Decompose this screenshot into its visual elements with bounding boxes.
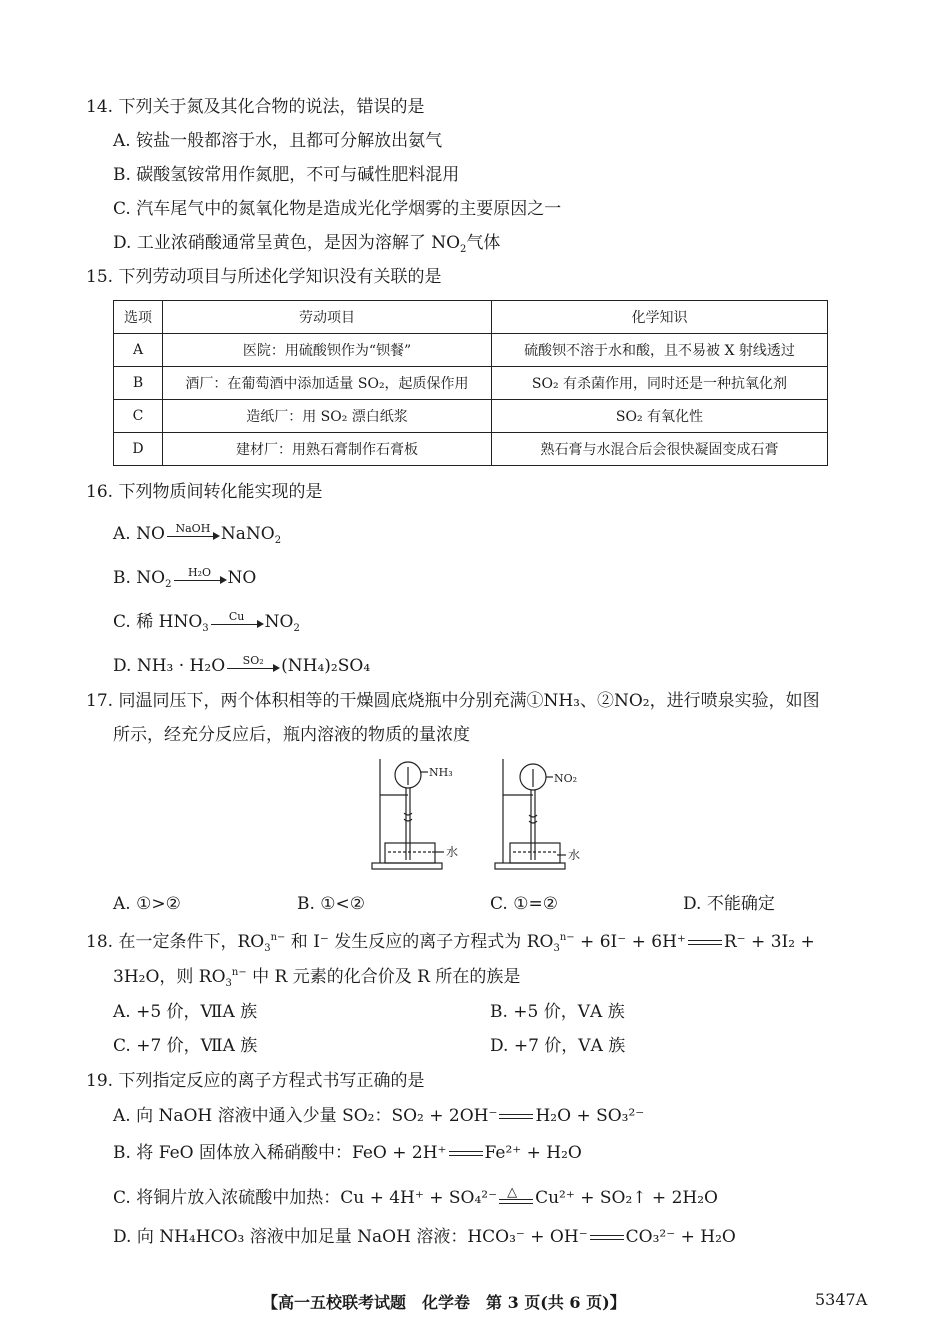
q18-option-a[interactable]: A. +5 价，ⅦA 族 [113,1002,258,1022]
q14-option-a[interactable]: A. 铵盐一般都溶于水，且都可分解放出氨气 [113,131,443,151]
paper-code: 5347A [815,1290,868,1309]
water-label-2: 水 [568,848,581,862]
q17-stem-line1: 17. 同温同压下，两个体积相等的干燥圆底烧瓶中分别充满①NH₃、②NO₂，进行喷泉实验，如图 [86,691,820,711]
q14-option-b[interactable]: B. 碳酸氢铵常用作氮肥，不可与碱性肥料混用 [113,165,460,185]
reaction-arrow-icon: NaOH [165,523,221,547]
reaction-arrow-icon: SO₂ [225,655,281,679]
q17-option-b[interactable]: B. ①<② [297,894,366,914]
q19-option-d[interactable]: D. 向 NH₄HCO₃ 溶液中加足量 NaOH 溶液：HCO₃⁻ + OH⁻ CO₃²⁻ + H₂O [113,1227,736,1247]
reaction-arrow-icon: Cu [209,611,265,635]
table-header: 化学知识 [492,301,828,334]
equals-sign-icon [449,1150,483,1158]
page-footer: 【高一五校联考试题 化学卷 第 3 页(共 6 页)】 [262,1293,626,1312]
q14-stem: 14. 下列关于氮及其化合物的说法，错误的是 [86,97,425,117]
q15-stem: 15. 下列劳动项目与所述化学知识没有关联的是 [86,267,442,287]
water-label-1: 水 [446,845,459,859]
table-row [114,367,828,400]
table-cell: 酒厂：在葡萄酒中添加适量 SO₂，起质保作用 [163,367,492,400]
q14-option-d[interactable]: D. 工业浓硝酸通常呈黄色，是因为溶解了 $NO_2$气体 [113,233,501,255]
q15-table [113,300,828,466]
table-row [114,433,828,466]
q19-option-c[interactable]: C. 将铜片放入浓硫酸中加热：Cu + 4H⁺ + SO₄²⁻ △ Cu²⁺ + SO₂↑ + 2H₂O [113,1186,718,1211]
q16-option-a[interactable]: A. NO NaOH NaNO$_2$ [113,521,282,546]
q18-stem-line2: 3H₂O，则 $RO_3^{n-}$ 中 R 元素的化合价及 R 所在的族是 [113,967,521,989]
q19-option-b[interactable]: B. 将 FeO 固体放入稀硝酸中：FeO + 2H⁺ Fe²⁺ + H₂O [113,1143,582,1163]
table-row [114,334,828,367]
fountain-experiment-figure [360,755,600,880]
q16-option-c[interactable]: C. 稀 $HNO_3$ Cu $NO_2$ [113,609,300,634]
table-cell: 造纸厂：用 SO₂ 漂白纸浆 [163,400,492,433]
table-cell: 硫酸钡不溶于水和酸，且不易被 X 射线透过 [492,334,828,367]
gas-label-1: NH₃ [429,766,453,779]
q16-stem: 16. 下列物质间转化能实现的是 [86,482,323,502]
table-cell: SO₂ 有杀菌作用，同时还是一种抗氧化剂 [492,367,828,400]
q16-option-d[interactable]: D. NH₃ · H₂O SO₂ (NH₄)₂SO₄ [113,654,370,679]
heat-condition-icon: △ [497,1187,535,1211]
equals-sign-icon [688,939,722,947]
table-cell: 熟石膏与水混合后会很快凝固变成石膏 [492,433,828,466]
reaction-arrow-icon: H₂O [172,567,228,591]
stand-base-1 [372,863,442,869]
table-row [114,400,828,433]
table-cell: A [114,334,163,367]
table-cell: D [114,433,163,466]
table-header: 劳动项目 [163,301,492,334]
table-header: 选项 [114,301,163,334]
stand-base-2 [495,863,565,869]
q18-option-b[interactable]: B. +5 价，ⅤA 族 [490,1002,625,1022]
table-cell: 建材厂：用熟石膏制作石膏板 [163,433,492,466]
q19-option-a[interactable]: A. 向 NaOH 溶液中通入少量 SO₂：SO₂ + 2OH⁻ H₂O + SO₃²⁻ [113,1106,645,1126]
table-cell: SO₂ 有氧化性 [492,400,828,433]
q17-option-d[interactable]: D. 不能确定 [683,894,775,914]
equals-sign-icon [499,1113,533,1121]
table-header-row [114,301,828,334]
q19-stem: 19. 下列指定反应的离子方程式书写正确的是 [86,1071,425,1091]
q14-option-c[interactable]: C. 汽车尾气中的氮氧化物是造成光化学烟雾的主要原因之一 [113,199,562,219]
gas-label-2: NO₂ [554,772,578,785]
q18-option-c[interactable]: C. +7 价，ⅦA 族 [113,1036,258,1056]
q16-option-b[interactable]: B. $NO_2$ H₂O NO [113,565,257,590]
equals-sign-icon [590,1234,624,1242]
q17-stem-line2: 所示，经充分反应后，瓶内溶液的物质的量浓度 [113,725,470,745]
table-cell: B [114,367,163,400]
q17-option-a[interactable]: A. ①>② [113,894,181,914]
table-cell: C [114,400,163,433]
table-cell: 医院：用硫酸钡作为“钡餐” [163,334,492,367]
q18-option-d[interactable]: D. +7 价，ⅤA 族 [490,1036,626,1056]
q18-stem-line1: 18. 在一定条件下，$RO_3^{n-}$ 和 I⁻ 发生反应的离子方程式为 $RO_3^{n-} + 6I^- + 6H^+$ R⁻ + 3I₂ + [86,932,815,954]
q17-option-c[interactable]: C. ①=② [490,894,558,914]
